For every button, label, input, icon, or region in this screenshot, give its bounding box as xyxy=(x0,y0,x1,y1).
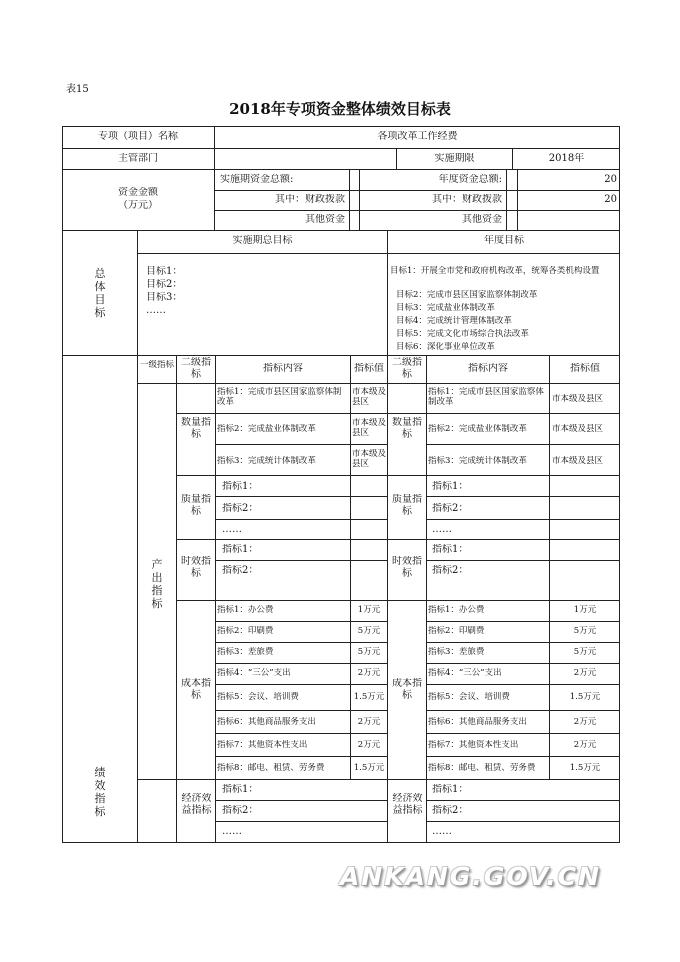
funds-unit-label: （万元） xyxy=(118,200,158,211)
cost-value-1-right: 1万元 xyxy=(573,605,597,615)
content-header-right: 指标内容 xyxy=(468,363,508,374)
quality-row-more-right: …… xyxy=(432,524,452,535)
cost-row-2-right: 指标2：印刷费 xyxy=(428,626,485,636)
quality-row-2-right: 指标2： xyxy=(432,503,469,514)
other-funds-label: 其他资金 xyxy=(305,214,345,225)
fiscal-funds-label: 其中：财政拨款 xyxy=(275,194,345,205)
cost-row-1-right: 指标1：办公费 xyxy=(428,605,485,615)
quality-row-1-right: 指标1： xyxy=(432,481,469,492)
annual-fiscal-label: 其中：财政拨款 xyxy=(432,194,502,205)
quantity-content-1-right: 指标1：完成市县区国家监察体制改革 xyxy=(428,387,544,407)
timeliness-row-1-right: 指标1： xyxy=(432,544,469,555)
timeliness-row-2-right: 指标2： xyxy=(432,565,469,576)
annual-fiscal-value: 20 xyxy=(604,194,617,205)
annual-goal-4: 目标4：完成统计管理体制改革 xyxy=(396,316,512,326)
cost-value-6-left: 2万元 xyxy=(357,717,381,727)
cost-row-1-left: 指标1：办公费 xyxy=(217,605,274,615)
quantity-value-2-left: 市本级及县区 xyxy=(352,418,386,438)
cost-value-3-left: 5万元 xyxy=(357,647,381,657)
period-goal-header: 实施期总目标 xyxy=(232,235,293,246)
cost-row-6-left: 指标6：其他商品服务支出 xyxy=(217,717,316,727)
quantity-content-2-left: 指标2：完成盐业体制改革 xyxy=(217,424,316,434)
cost-row-6-right: 指标6：其他商品服务支出 xyxy=(428,717,527,727)
cost-row-8-right: 指标8：邮电、租赁、劳务费 xyxy=(428,763,536,773)
cost-row-7-right: 指标7：其他资本性支出 xyxy=(428,740,519,750)
quality-row-2-left: 指标2： xyxy=(222,503,259,514)
annual-goal-3: 目标3：完成盐业体制改革 xyxy=(396,303,495,313)
econ-row-1-right: 指标1： xyxy=(432,784,469,795)
cost-value-2-right: 5万元 xyxy=(573,626,597,636)
quality-row-more-left: …… xyxy=(222,524,242,535)
period-value: 2018年 xyxy=(548,153,585,164)
annual-funds-value: 20 xyxy=(604,174,617,185)
quantity-content-2-right: 指标2：完成盐业体制改革 xyxy=(428,424,527,434)
quantity-content-1-left: 指标1：完成市县区国家监察体制改革 xyxy=(217,387,342,407)
cost-value-8-right: 1.5万元 xyxy=(569,763,601,773)
quantity-value-3-left: 市本级及县区 xyxy=(352,449,386,469)
cost-row-4-left: 指标4：“三公”支出 xyxy=(217,668,291,678)
period-goal-more: …… xyxy=(146,305,166,316)
annual-goal-5: 目标5：完成文化市场综合执法改革 xyxy=(396,329,529,339)
econ-row-2-right: 指标2： xyxy=(432,805,469,816)
cost-row-7-left: 指标7：其他资本性支出 xyxy=(217,740,308,750)
cost-value-7-right: 2万元 xyxy=(573,740,597,750)
annual-funds-label: 年度资金总额: xyxy=(438,174,502,185)
quantity-label-right: 数量指标 xyxy=(392,417,422,440)
period-label: 实施期限 xyxy=(434,153,475,164)
cost-row-5-right: 指标5：会议、培训费 xyxy=(428,692,510,702)
cost-label-right: 成本指标 xyxy=(392,678,422,701)
quantity-label-left: 数量指标 xyxy=(181,417,211,440)
page-title: 2018年专项资金整体绩效目标表 xyxy=(229,100,451,118)
timeliness-label-right: 时效指标 xyxy=(392,556,422,579)
period-goal-2: 目标2： xyxy=(146,279,183,290)
site-watermark: ANKANG.GOV.CN xyxy=(340,862,602,891)
econ-row-more-left: …… xyxy=(222,826,242,837)
cost-row-3-right: 指标3：差旅费 xyxy=(428,647,485,657)
quantity-value-1-left: 市本级及县区 xyxy=(352,387,386,407)
performance-target-table xyxy=(62,126,620,843)
perf-section-label: 绩效指标 xyxy=(94,766,106,818)
annual-goal-header: 年度目标 xyxy=(484,235,524,246)
content-header-left: 指标内容 xyxy=(263,363,303,374)
cost-label-left: 成本指标 xyxy=(181,678,211,701)
cost-value-3-right: 5万元 xyxy=(573,647,597,657)
funds-label: 资金金额 xyxy=(118,187,158,198)
table-number-label: 表15 xyxy=(66,84,89,95)
cost-value-4-right: 2万元 xyxy=(573,668,597,678)
cost-value-7-left: 2万元 xyxy=(357,740,381,750)
table-grid-lines xyxy=(62,126,620,843)
econ-label-left: 经济效益指标 xyxy=(181,793,212,816)
output-indicator-label: 产出指标 xyxy=(151,558,163,610)
annual-other-label: 其他资金 xyxy=(462,214,502,225)
level2-header-right: 二级指标 xyxy=(392,357,422,380)
cost-row-5-left: 指标5：会议、培训费 xyxy=(217,692,299,702)
cost-value-4-left: 2万元 xyxy=(357,668,381,678)
overall-goal-section-label: 总体目标 xyxy=(94,267,106,319)
timeliness-row-1-left: 指标1： xyxy=(222,544,259,555)
project-name-value: 各项改革工作经费 xyxy=(377,131,458,142)
econ-row-1-left: 指标1： xyxy=(222,784,259,795)
dept-label: 主管部门 xyxy=(118,153,158,164)
cost-row-8-left: 指标8：邮电、租赁、劳务费 xyxy=(217,763,325,773)
cost-row-4-right: 指标4：“三公”支出 xyxy=(428,668,502,678)
level1-header: 一级指标 xyxy=(140,360,174,370)
timeliness-row-2-left: 指标2： xyxy=(222,565,259,576)
total-funds-label: 实施期资金总额: xyxy=(220,174,294,185)
period-goal-1: 目标1： xyxy=(146,266,183,277)
cost-value-2-left: 5万元 xyxy=(357,626,381,636)
econ-label-right: 经济效益指标 xyxy=(392,793,423,816)
quantity-content-3-right: 指标3：完成统计体制改革 xyxy=(428,456,527,466)
level2-header-left: 二级指标 xyxy=(181,357,211,380)
quantity-value-2-right: 市本级及县区 xyxy=(552,424,604,434)
econ-row-more-right: …… xyxy=(432,826,452,837)
quality-label-left: 质量指标 xyxy=(181,494,211,517)
econ-row-2-left: 指标2： xyxy=(222,805,259,816)
quantity-content-3-left: 指标3：完成统计体制改革 xyxy=(217,456,316,466)
quantity-value-1-right: 市本级及县区 xyxy=(552,394,604,404)
project-name-label: 专项（项目）名称 xyxy=(98,131,178,142)
cost-value-1-left: 1万元 xyxy=(357,605,381,615)
cost-value-6-right: 2万元 xyxy=(573,717,597,727)
cost-value-5-left: 1.5万元 xyxy=(353,692,385,702)
annual-goal-2: 目标2：完成市县区国家监察体制改革 xyxy=(396,290,538,300)
timeliness-label-left: 时效指标 xyxy=(181,556,211,579)
cost-row-3-left: 指标3：差旅费 xyxy=(217,647,274,657)
quality-label-right: 质量指标 xyxy=(392,494,422,517)
period-goal-3: 目标3： xyxy=(146,292,183,303)
cost-value-5-right: 1.5万元 xyxy=(569,692,601,702)
annual-goal-6: 目标6：深化事业单位改革 xyxy=(396,342,495,352)
cost-row-2-left: 指标2：印刷费 xyxy=(217,626,274,636)
cost-value-8-left: 1.5万元 xyxy=(353,763,385,773)
annual-goal-1: 目标1：开展全市党和政府机构改革，统筹各类机构设置 xyxy=(390,266,600,276)
value-header-left: 指标值 xyxy=(354,363,384,374)
quality-row-1-left: 指标1： xyxy=(222,481,259,492)
value-header-right: 指标值 xyxy=(570,363,600,374)
quantity-value-3-right: 市本级及县区 xyxy=(552,456,604,466)
